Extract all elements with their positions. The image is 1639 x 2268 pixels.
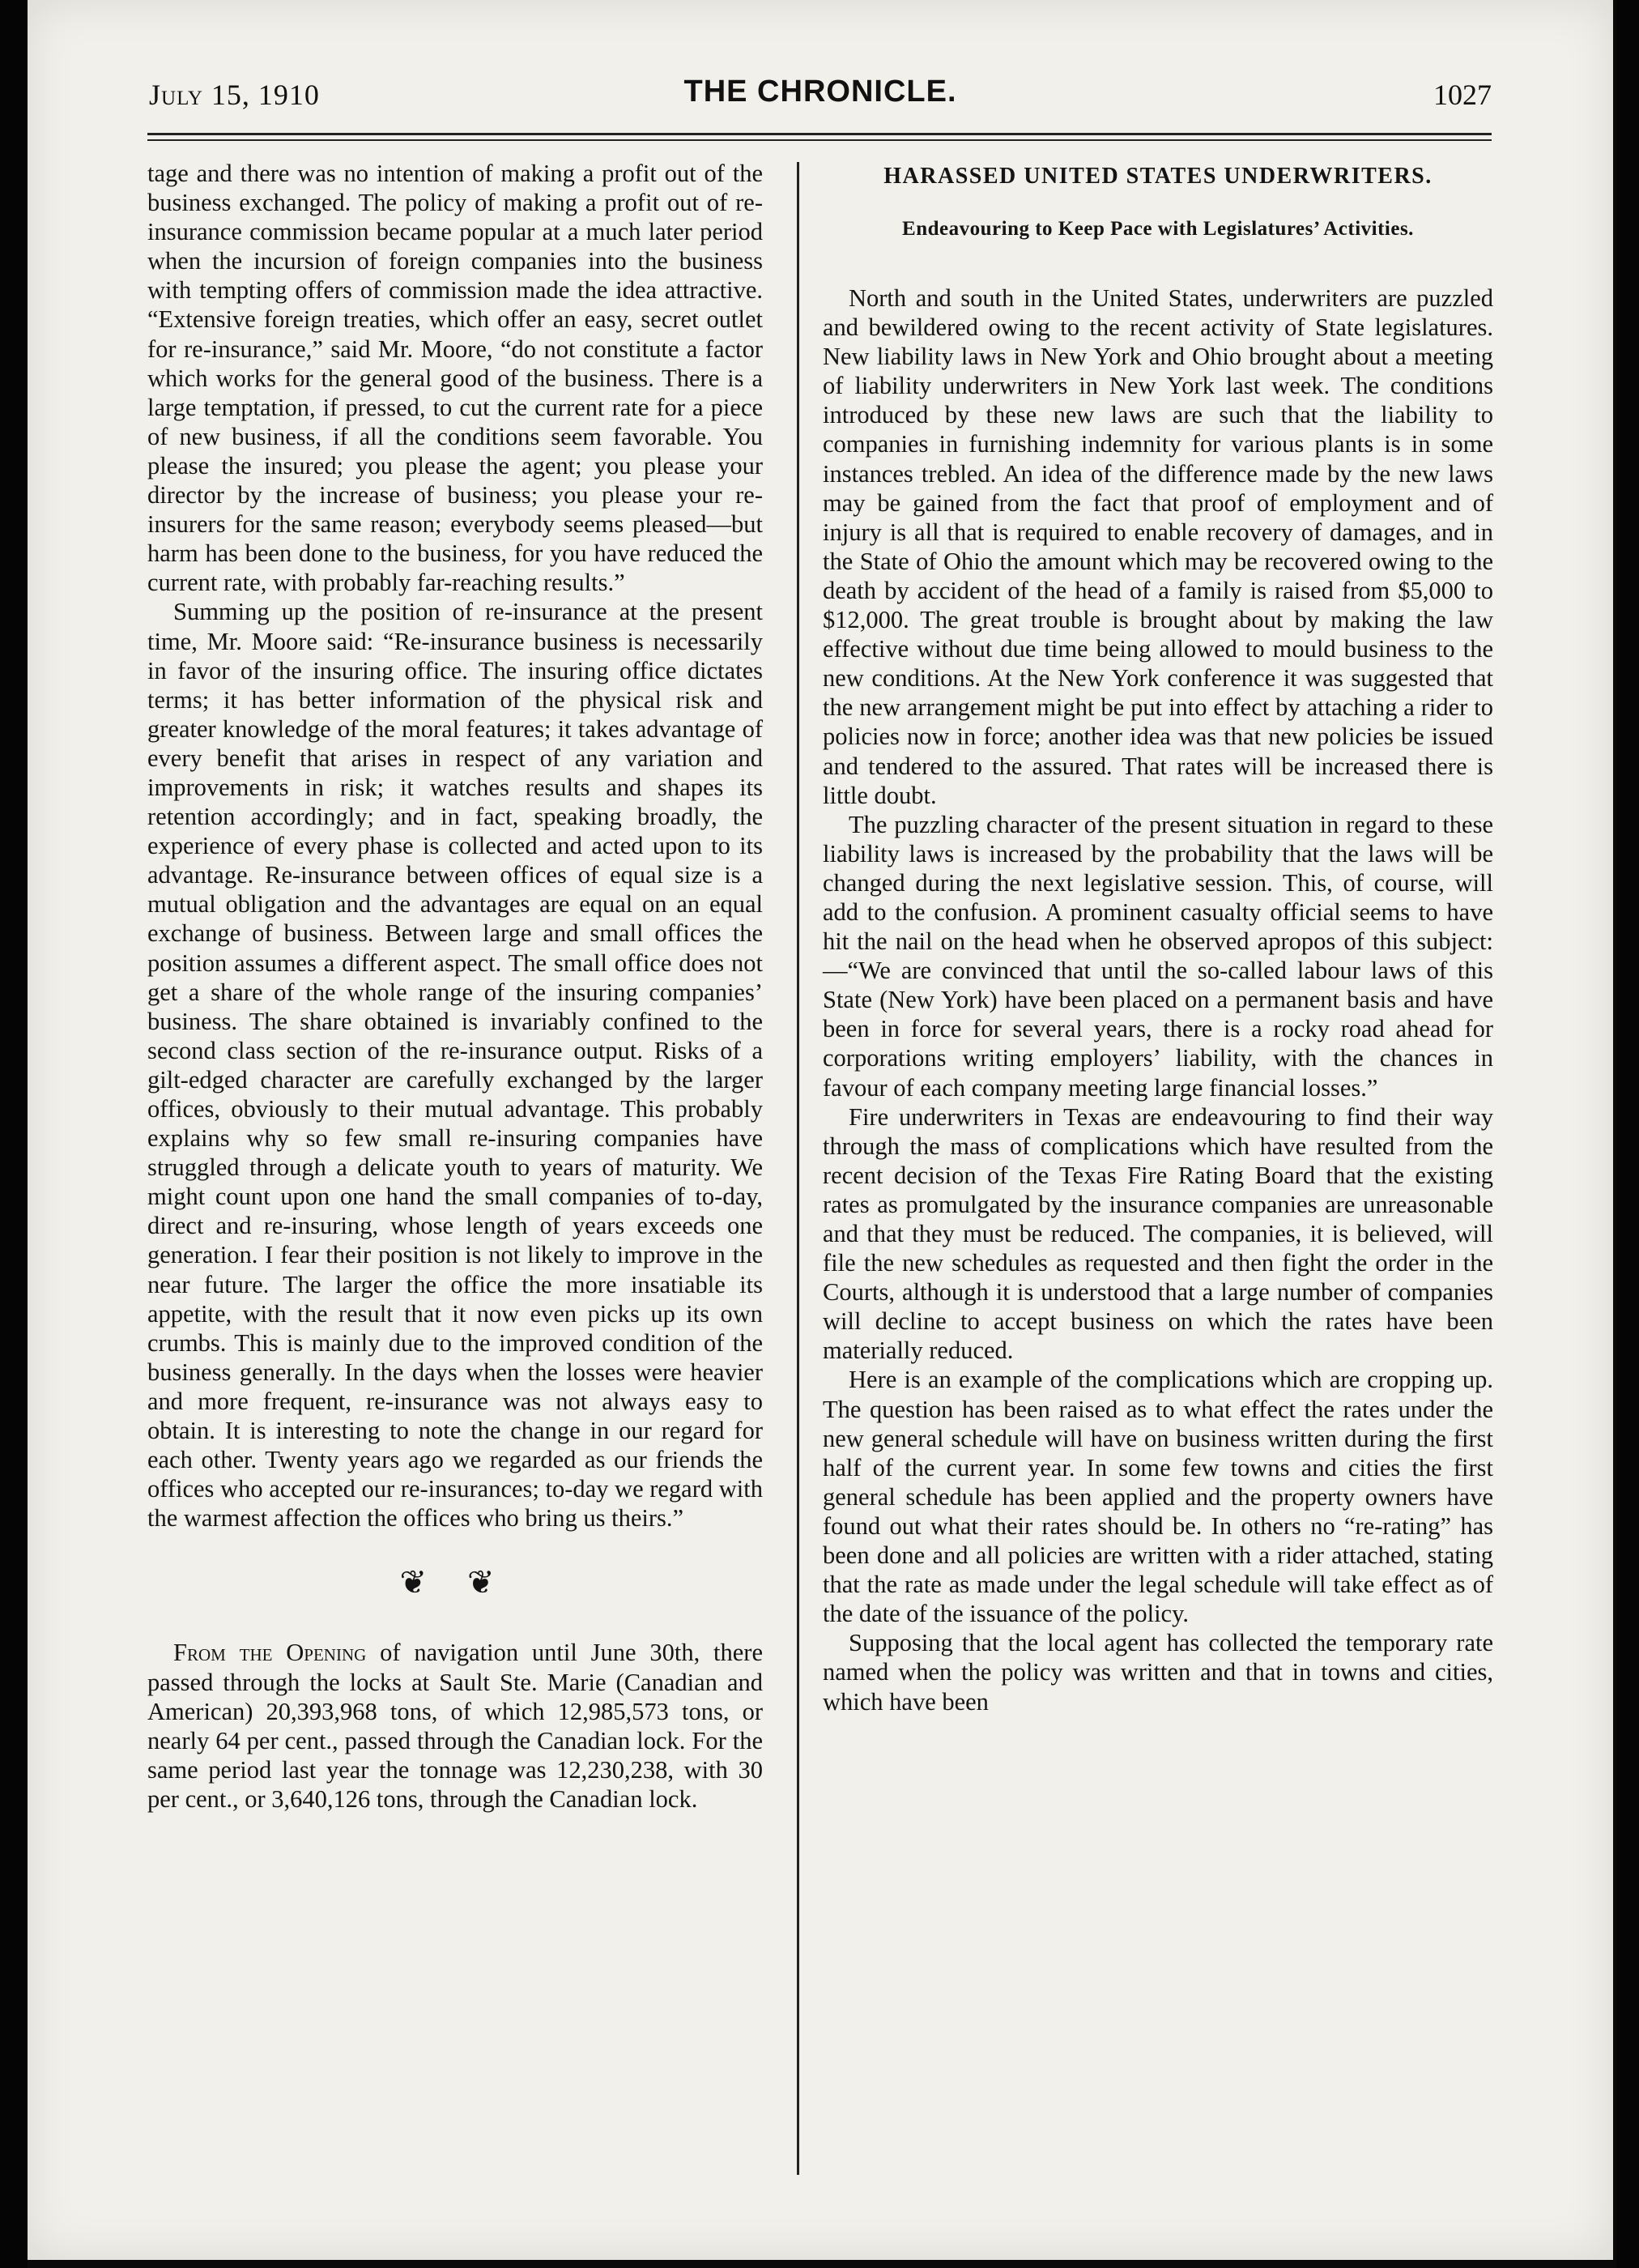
article-paragraph: Fire underwriters in Texas are endeavouring to find their way through the mass of complications which have resulted from the recent decision of the Texas Fire Rating Board that the existing rates as promulgated by the insurance companies are unreasonable and that they must be reduced. The companies, it is believed, will file the new schedules as requested and then fight the order in the Courts, although it is understood that a large number of companies will decline to accept business on which the rates have been materially reduced. [823, 1102, 1493, 1365]
publication-title: THE CHRONICLE. [683, 75, 957, 109]
header-rule-secondary [147, 139, 1492, 141]
article-paragraph: Summing up the position of re-insurance at the present time, Mr. Moore said: “Re-insurance business is necessarily in favor of the insuring office. The insuring office dictates terms; it has better information of the physical risk and greater knowledge of the moral features; it takes advantage of every benefit that arises in respect of any variation and improvements in risk; it watches results and shapes its retention accordingly; and in fact, speaking broadly, the experience of every phase is collected and acted upon to its advantage. Re-insurance between offices of equal size is a mutual obligation and the advantages are equal on an equal exchange of business. Between large and small offices the position assumes a different aspect. The small office does not get a share of the whole range of the insuring companies’ business. The share obtained is invariably confined to the second class section of the re-insurance output. Risks of a gilt-edged character are carefully exchanged by the larger offices, obviously to their mutual advantage. This probably explains why so few small re-insuring companies have struggled through a delicate youth to years of maturity. We might count upon one hand the small companies of to-day, direct and re-insuring, whose length of years exceeds one generation. I fear their position is not likely to improve in the near future. The larger the office the more insatiable its appetite, with the result that it now even picks up its own crumbs. This is mainly due to the improved condition of the business generally. In the days when the losses were heavier and more frequent, re-insurance was not always easy to obtain. It is interesting to note the change in our regard for each other. Twenty years ago we regarded as our friends the offices who accepted our re-insurances; to-day we regard with the warmest affection the offices who bring us theirs.” [147, 598, 763, 1533]
page-header [149, 75, 1492, 126]
news-item-lead: From the Opening [173, 1639, 367, 1667]
newspaper-page [28, 0, 1613, 2260]
section-ornament: ❦ ❦ [399, 1564, 511, 1601]
scan-border-left [0, 0, 28, 2268]
article-paragraph: Here is an example of the complications which are cropping up. The question has been raised as to what effect the rates under the new general schedule will have on business written during the first half of the current year. In some few towns and cities the first general schedule has been applied and the property owners have found out what their rates should be. In others no “re-rating” has been done and all policies are written with a rider attached, stating that the rate as made under the legal schedule will take effect as of the date of the issuance of the policy. [823, 1366, 1493, 1628]
page-number: 1027 [1433, 79, 1492, 111]
left-column [147, 159, 763, 1814]
header-rule [147, 133, 1492, 135]
article-subheadline: Endeavouring to Keep Pace with Legislatures’ Activities. [902, 218, 1414, 240]
column-divider [797, 162, 799, 2175]
article-paragraph: The puzzling character of the present situation in regard to these liability laws is increased by the probability that the laws will be changed during the next legislative session. This, of course, will add to the confusion. A prominent casualty official seems to have hit the nail on the head when he observed apropos of this subject:—“We are convinced that until the so-called labour laws of this State (New York) have been placed on a permanent basis and have been in force for several years, there is a rocky road ahead for corporations writing employers’ liability, with the chances in favour of each company meeting large financial losses.” [823, 810, 1493, 1102]
news-item-paragraph [147, 1638, 763, 1814]
article-headline: HARASSED UNITED STATES UNDERWRITERS. [883, 164, 1433, 189]
news-item-body: of navigation until June 30th, there passed through the locks at Sault Ste. Marie (Canadian and American) 20,393,968 tons, of which 12,985,573 tons, or nearly 64 per cent., passed through the Canadian lock. For the same period last year the tonnage was 12,230,238, with 30 per cent., or 3,640,126 tons, through the Canadian lock. [147, 1639, 763, 1813]
article-paragraph: Supposing that the local agent has collected the temporary rate named when the policy was written and that in towns and cities, which have been [823, 1629, 1493, 1716]
right-column [823, 162, 1493, 1716]
scan-border-right [1616, 0, 1639, 2268]
article-paragraph: tage and there was no intention of making a profit out of the business exchanged. The policy of making a profit out of re-insurance commission became popular at a much later period when the incursion of foreign companies into the business with tempting offers of commission made the idea attractive. “Extensive foreign treaties, which offer an easy, secret outlet for re-insurance,” said Mr. Moore, “do not constitute a factor which works for the general good of the business. There is a large temptation, if pressed, to cut the current rate for a piece of new business, if all the conditions seem favorable. You please the insured; you please the agent; you please your director by the increase of business; you please your re-insurers for the same reason; everybody seems pleased—but harm has been done to the business, for you have reduced the current rate, with probably far-reaching results.” [147, 160, 763, 597]
issue-date: July 15, 1910 [149, 79, 320, 111]
article-paragraph: North and south in the United States, underwriters are puzzled and bewildered owing to the recent activity of State legislatures. New liability laws in New York and Ohio brought about a meeting of liability underwriters in New York last week. The conditions introduced by these new laws are such that the liability to companies in furnishing indemnity for various plants is in some instances trebled. An idea of the difference made by the new laws may be gained from the fact that proof of employment and of injury is all that is required to enable recovery of damages, and in the State of Ohio the amount which may be recovered owing to the death by accident of the head of a family is raised from $5,000 to $12,000. The great trouble is brought about by making the law effective without due time being allowed to mould business to the new conditions. At the New York conference it was suggested that the new arrangement might be put into effect by attaching a rider to policies now in force; another idea was that new policies be issued and tendered to the assured. That rates will be increased there is little doubt. [823, 284, 1493, 809]
